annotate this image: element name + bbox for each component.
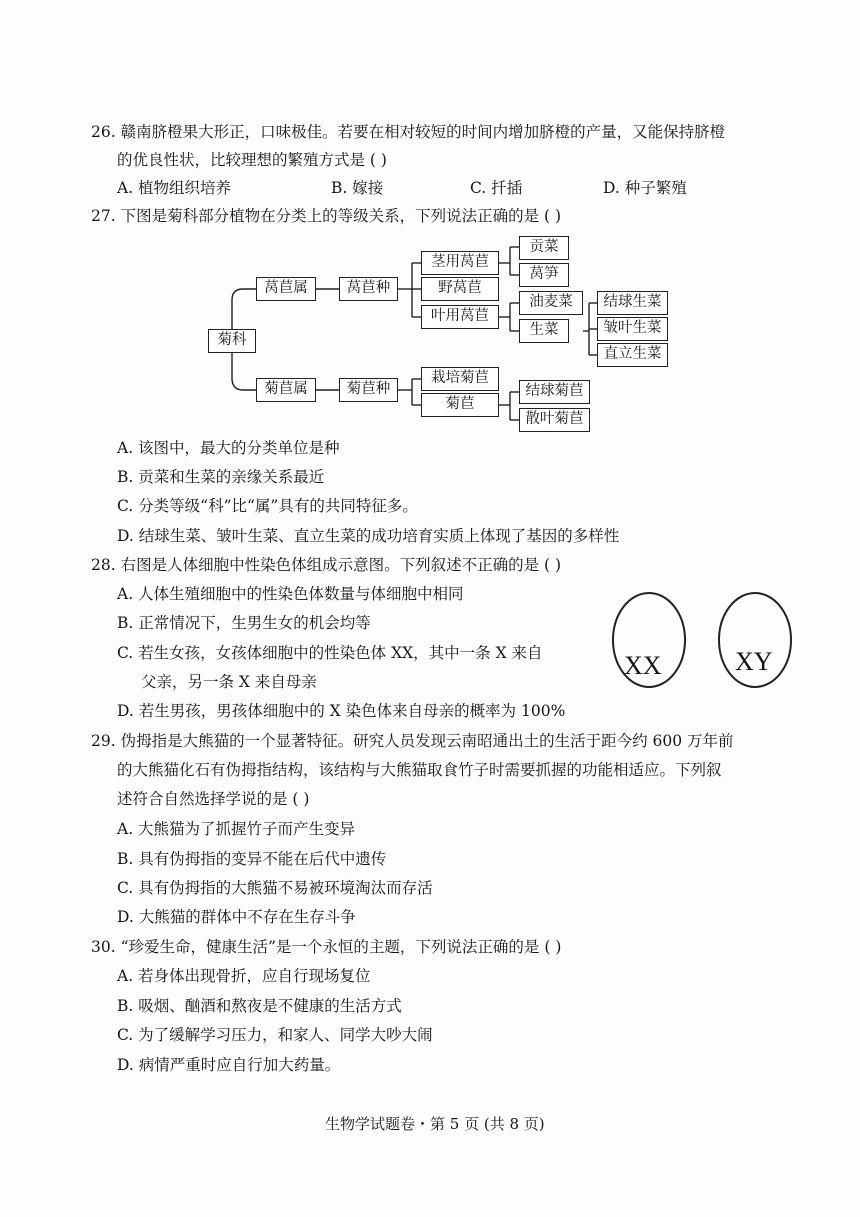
q29-option-b: B. 具有伪拇指的变异不能在后代中遗传	[117, 850, 387, 868]
q27-option-b: B. 贡菜和生菜的亲缘关系最近	[117, 468, 325, 486]
node-wosun: 莴笋	[519, 263, 569, 287]
node-wild-lettuce: 野莴苣	[421, 277, 499, 301]
node-leaf-lettuce: 叶用莴苣	[421, 305, 499, 329]
cell-xy-label: XY	[735, 647, 773, 676]
node-head-lettuce: 结球生菜	[597, 291, 668, 315]
q26-option-c: C. 扦插	[470, 179, 523, 197]
node-genus-lettuce: 莴苣属	[256, 277, 316, 301]
q26-stem-line1: 26. 赣南脐橙果大形正，口味极佳。若要在相对较短的时间内增加脐橙的产量，又能保持脐橙	[91, 123, 726, 141]
node-genus-chicory: 菊苣属	[256, 378, 316, 402]
q29-option-c: C. 具有伪拇指的大熊猫不易被环境淘汰而存活	[117, 879, 433, 897]
q29-stem-line3: 述符合自然选择学说的是 ( )	[117, 790, 310, 808]
q30-option-c: C. 为了缓解学习压力，和家人、同学大吵大闹	[117, 1026, 433, 1044]
node-youmaicai: 油麦菜	[519, 291, 583, 315]
q29-stem-line1: 29. 伪拇指是大熊猫的一个显著特征。研究人员发现云南昭通出土的生活于距今约 600 万年前	[91, 732, 734, 750]
q26-stem-line2: 的优良性状，比较理想的繁殖方式是 ( )	[117, 151, 387, 169]
node-shengcai: 生菜	[519, 319, 569, 343]
q27-option-a: A. 该图中，最大的分类单位是种	[117, 439, 340, 457]
q29-option-a: A. 大熊猫为了抓握竹子而产生变异	[117, 820, 356, 838]
node-curly-lettuce: 皱叶生菜	[597, 317, 668, 341]
q28-stem: 28. 右图是人体细胞中性染色体组成示意图。下列叙述不正确的是 ( )	[91, 556, 562, 574]
q28-option-c-line2: 父亲，另一条 X 来自母亲	[141, 673, 317, 691]
node-loose-chicory: 散叶菊苣	[519, 408, 590, 432]
q27-stem: 27. 下图是菊科部分植物在分类上的等级关系，下列说法正确的是 ( )	[91, 207, 562, 225]
page-footer: 生物学试题卷・第 5 页 (共 8 页)	[325, 1115, 545, 1133]
node-gongcai: 贡菜	[519, 236, 569, 260]
q27-option-d: D. 结球生菜、皱叶生菜、直立生菜的成功培育实质上体现了基因的多样性	[117, 527, 620, 545]
cell-xx-label: XX	[624, 651, 662, 680]
q30-option-b: B. 吸烟、酗酒和熬夜是不健康的生活方式	[117, 997, 402, 1015]
q30-option-a: A. 若身体出现骨折，应自行现场复位	[117, 967, 371, 985]
node-upright-lettuce: 直立生菜	[597, 343, 668, 367]
q27-option-c: C. 分类等级“科”比“属”具有的共同特征多。	[117, 497, 418, 515]
q28-option-d: D. 若生男孩，男孩体细胞中的 X 染色体来自母亲的概率为 100%	[117, 702, 566, 720]
node-cultivated-chicory: 栽培菊苣	[421, 367, 499, 391]
q28-option-b: B. 正常情况下，生男生女的机会均等	[117, 614, 371, 632]
q29-stem-line2: 的大熊猫化石有伪拇指结构，该结构与大熊猫取食竹子时需要抓握的功能相适应。下列叙	[117, 761, 722, 779]
q26-option-a: A. 植物组织培养	[117, 179, 232, 197]
node-stem-lettuce: 茎用莴苣	[421, 251, 499, 275]
node-species-chicory: 菊苣种	[339, 378, 398, 402]
q26-option-b: B. 嫁接	[331, 179, 384, 197]
node-head-chicory: 结球菊苣	[519, 380, 590, 404]
q28-option-a: A. 人体生殖细胞中的性染色体数量与体细胞中相同	[117, 585, 464, 603]
q30-stem: 30. “珍爱生命，健康生活”是一个永恒的主题，下列说法正确的是 ( )	[91, 938, 562, 956]
q30-option-d: D. 病情严重时应自行加大药量。	[117, 1056, 341, 1074]
node-chicory: 菊苣	[421, 393, 499, 417]
q29-option-d: D. 大熊猫的群体中不存在生存斗争	[117, 908, 356, 926]
node-species-lettuce: 莴苣种	[339, 277, 398, 301]
node-family: 菊科	[208, 329, 256, 353]
q28-option-c-line1: C. 若生女孩，女孩体细胞中的性染色体 XX，其中一条 X 来自	[117, 644, 543, 662]
q26-option-d: D. 种子繁殖	[603, 179, 687, 197]
